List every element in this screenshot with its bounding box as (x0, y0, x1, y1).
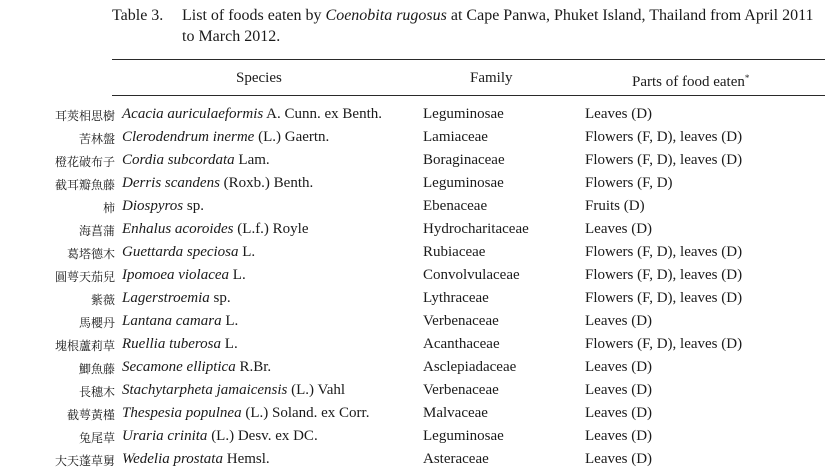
table-row (0, 195, 830, 218)
table-number: Table 3. (112, 7, 164, 24)
table-caption (112, 5, 824, 47)
family-name: Leguminosae (423, 175, 504, 191)
species-binomial: Stachytarpheta jamaicensis (122, 382, 288, 398)
species-name (122, 403, 369, 423)
table-row (0, 149, 830, 172)
caption-suffix: at Cape Panwa, Phuket Island, Thailand from April 2011 to March 2012. (182, 7, 814, 45)
chinese-name: 葛塔德木 (66, 247, 115, 261)
parts-eaten: Flowers (F, D), leaves (D) (585, 244, 743, 260)
species-author: (L.) Soland. ex Corr. (241, 405, 370, 421)
chinese-name: 截萼黃槿 (66, 408, 115, 422)
family-name: Convolvulaceae (423, 267, 520, 283)
table-row (0, 241, 830, 264)
species-author: (L.) Gaertn. (254, 129, 330, 145)
species-name (122, 242, 255, 262)
species-binomial: Guettarda speciosa (122, 244, 239, 260)
species-name (122, 288, 231, 308)
species-binomial: Ruellia tuberosa (122, 336, 222, 352)
parts-eaten: Leaves (D) (585, 313, 653, 329)
species-name (122, 150, 270, 170)
table-row (0, 172, 830, 195)
chinese-name: 馬櫻丹 (78, 316, 115, 330)
species-binomial: Ipomoea violacea (122, 267, 230, 283)
table-row (0, 287, 830, 310)
parts-eaten: Leaves (D) (585, 405, 653, 421)
species-name (122, 380, 345, 400)
parts-eaten: Flowers (F, D), leaves (D) (585, 267, 743, 283)
parts-eaten: Leaves (D) (585, 382, 653, 398)
species-name (122, 311, 238, 331)
table-row (0, 103, 830, 126)
species-binomial: Acacia auriculaeformis (122, 106, 264, 122)
family-name: Acanthaceae (423, 336, 500, 352)
parts-eaten: Leaves (D) (585, 451, 653, 467)
chinese-name: 苦林盤 (78, 132, 115, 146)
family-name: Boraginaceae (423, 152, 505, 168)
table-row (0, 264, 830, 287)
species-name (122, 265, 246, 285)
species-name (122, 219, 309, 239)
species-binomial: Diospyros (122, 198, 184, 214)
chinese-name: 耳莢相思樹 (54, 109, 115, 123)
species-binomial: Lagerstroemia (122, 290, 210, 306)
family-name: Leguminosae (423, 428, 504, 444)
parts-eaten: Flowers (F, D), leaves (D) (585, 290, 743, 306)
chinese-name: 大天蓬草舅 (54, 454, 115, 468)
species-name (122, 357, 271, 377)
species-author: L. (221, 313, 239, 329)
header-family: Family (470, 70, 513, 86)
species-author: (L.) Desv. ex DC. (207, 428, 318, 444)
species-name (122, 196, 204, 216)
table-row (0, 425, 830, 448)
species-author: sp. (183, 198, 204, 214)
species-author: A. Cunn. ex Benth. (263, 106, 382, 122)
family-name: Lamiaceae (423, 129, 488, 145)
table-row (0, 333, 830, 356)
family-name: Asclepiadaceae (423, 359, 517, 375)
caption-text (182, 5, 824, 47)
species-author: (L.f.) Royle (233, 221, 309, 237)
species-author: R.Br. (235, 359, 272, 375)
species-name (122, 334, 238, 354)
species-binomial: Enhalus acoroides (122, 221, 234, 237)
table-row (0, 218, 830, 241)
species-binomial: Derris scandens (122, 175, 220, 191)
parts-eaten: Leaves (D) (585, 359, 653, 375)
species-author: (Roxb.) Benth. (219, 175, 314, 191)
table-row (0, 448, 830, 471)
chinese-name: 圓萼天茄兒 (54, 270, 115, 284)
table-row (0, 356, 830, 379)
header-parts-mark: * (744, 73, 750, 83)
species-author: L. (229, 267, 246, 283)
species-author: L. (238, 244, 256, 260)
family-name: Asteraceae (423, 451, 489, 467)
table-row (0, 126, 830, 149)
header-parts-label: Parts of food eaten (632, 74, 745, 90)
species-binomial: Thespesia populnea (122, 405, 242, 421)
species-author: (L.) Vahl (287, 382, 346, 398)
table-row (0, 379, 830, 402)
chinese-name: 鯽魚藤 (78, 362, 115, 376)
family-name: Ebenaceae (423, 198, 488, 214)
caption-species: Coenobita rugosus (325, 7, 447, 24)
table-body (0, 103, 830, 471)
family-name: Leguminosae (423, 106, 504, 122)
family-name: Rubiaceae (423, 244, 486, 260)
family-name: Verbenaceae (423, 382, 499, 398)
chinese-name: 海菖蒲 (78, 224, 115, 238)
species-binomial: Clerodendrum inerme (122, 129, 255, 145)
chinese-name: 柿 (102, 201, 115, 215)
parts-eaten: Leaves (D) (585, 221, 653, 237)
chinese-name: 截耳瓣魚藤 (54, 178, 115, 192)
species-name (122, 104, 382, 124)
species-binomial: Wedelia prostata (122, 451, 223, 467)
species-author: Hemsl. (222, 451, 270, 467)
parts-eaten: Flowers (F, D) (585, 175, 673, 191)
species-author: L. (221, 336, 238, 352)
family-name: Verbenaceae (423, 313, 499, 329)
chinese-name: 長穗木 (78, 385, 115, 399)
species-name (122, 127, 329, 147)
species-binomial: Cordia subcordata (122, 152, 235, 168)
parts-eaten: Leaves (D) (585, 106, 653, 122)
species-binomial: Secamone elliptica (122, 359, 236, 375)
family-name: Malvaceae (423, 405, 488, 421)
chinese-name: 橙花破布子 (54, 155, 115, 169)
species-name (122, 449, 270, 469)
species-name (122, 173, 313, 193)
chinese-name: 塊根蘆莉草 (54, 339, 115, 353)
parts-eaten: Flowers (F, D), leaves (D) (585, 129, 743, 145)
species-author: sp. (209, 290, 231, 306)
species-binomial: Lantana camara (122, 313, 222, 329)
table-row (0, 402, 830, 425)
header-species: Species (236, 70, 282, 86)
caption-prefix: List of foods eaten by (182, 7, 326, 24)
top-rule (112, 59, 825, 60)
species-name (122, 426, 318, 446)
family-name: Hydrocharitaceae (423, 221, 529, 237)
header-rule (112, 95, 825, 96)
species-author: Lam. (234, 152, 270, 168)
species-binomial: Uraria crinita (122, 428, 208, 444)
chinese-name: 紫薇 (90, 293, 115, 307)
parts-eaten: Fruits (D) (585, 198, 645, 214)
parts-eaten: Flowers (F, D), leaves (D) (585, 336, 743, 352)
parts-eaten: Leaves (D) (585, 428, 653, 444)
family-name: Lythraceae (423, 290, 489, 306)
header-parts (632, 68, 749, 92)
table-row (0, 310, 830, 333)
chinese-name: 兔尾草 (78, 431, 115, 445)
parts-eaten: Flowers (F, D), leaves (D) (585, 152, 743, 168)
